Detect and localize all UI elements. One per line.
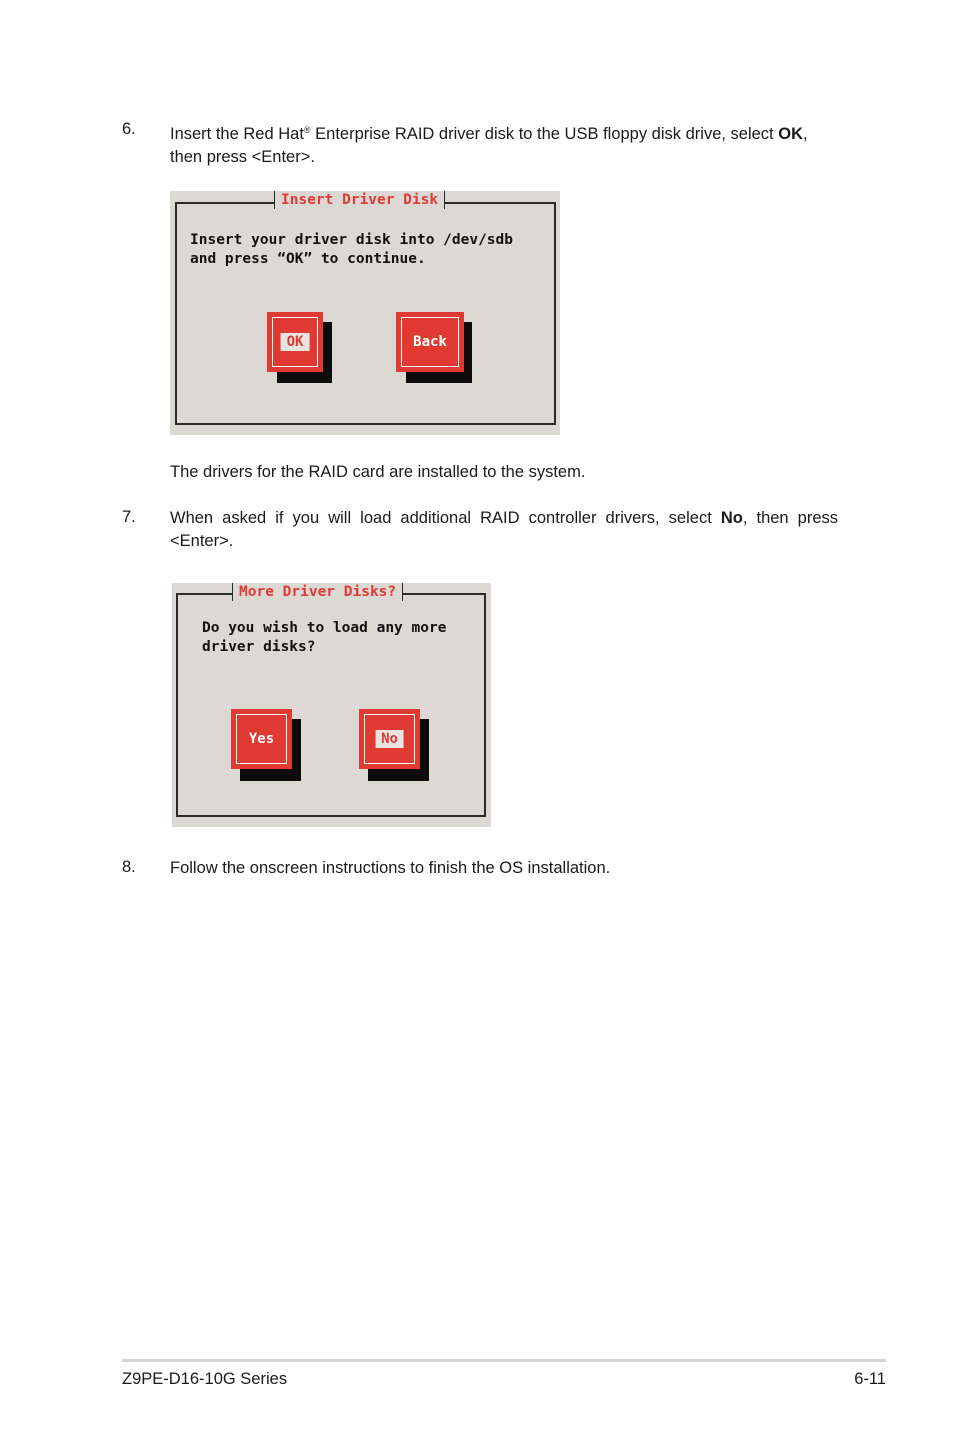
more-driver-disks-screenshot [172,583,491,827]
back-button-label: Back [413,334,447,350]
dialog-message-line-2: and press “OK” to continue. [190,251,426,267]
footer-product-name: Z9PE-D16-10G Series [122,1370,288,1388]
no-emphasis: No [720,509,743,527]
footer-page-number: 6-11 [854,1370,886,1388]
ok-emphasis: OK [778,125,803,143]
dialog-message-line-1: Insert your driver disk into /dev/sdb [190,232,514,248]
step-8-text: Follow the onscreen instructions to finish the OS installation. [170,859,611,877]
yes-button[interactable] [231,709,292,769]
step-6-number: 6. [122,120,136,138]
step-8-number: 8. [122,858,136,876]
dialog-message [202,619,446,657]
step-6-text [170,119,838,169]
no-button[interactable] [359,709,420,769]
dialog-title: More Driver Disks? [232,583,403,601]
insert-driver-disk-screenshot [170,191,560,435]
back-button[interactable] [396,312,464,372]
step-6-line-1: Insert the Red Hat® Enterprise RAID driver disk to the USB floppy disk drive, select OK, [170,125,808,143]
step-7-number: 7. [122,508,136,526]
no-button-label: No [375,730,404,748]
note-drivers-installed: The drivers for the RAID card are installed to the system. [170,463,586,481]
yes-button-label: Yes [248,731,275,747]
ok-button-label: OK [281,333,310,351]
dialog-message-line-1: Do you wish to load any more [202,620,447,636]
step-7-text: When asked if you will load additional RAID controller drivers, select No, then press <Enter>. [170,509,839,550]
dialog-message-line-2: driver disks? [202,639,316,655]
ok-button[interactable] [267,312,323,372]
dialog-title: Insert Driver Disk [274,191,445,209]
registered-mark: ® [303,125,311,135]
dialog-message [190,231,513,269]
footer-divider [122,1359,886,1362]
step-6-line-2: then press <Enter>. [170,148,315,166]
